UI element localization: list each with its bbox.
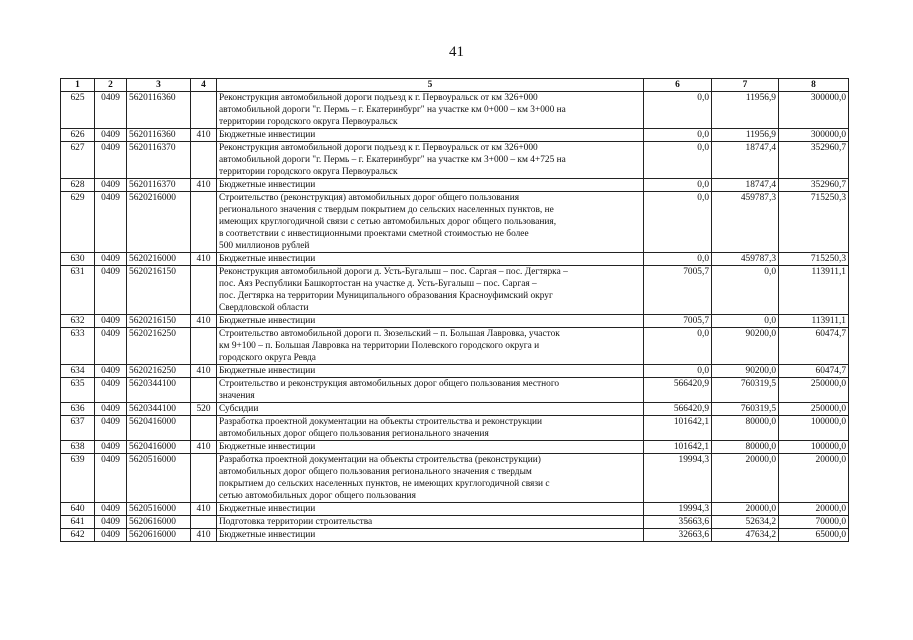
amount-col6-cell: 7005,7: [644, 315, 712, 328]
amount-col8-cell: 60474,7: [779, 328, 849, 365]
expense-type-cell: 410: [191, 503, 217, 516]
amount-col7-cell: 11956,9: [712, 92, 779, 129]
amount-col8-cell: 20000,0: [779, 503, 849, 516]
section-code-cell: 0409: [95, 142, 127, 179]
amount-col8-cell: 300000,0: [779, 92, 849, 129]
amount-col8-cell: 715250,3: [779, 192, 849, 253]
amount-col8-cell: 65000,0: [779, 529, 849, 542]
amount-col6-cell: 19994,3: [644, 503, 712, 516]
description-cell: [217, 315, 644, 328]
row-number-cell: 628: [61, 179, 95, 192]
target-code-cell: 5620616000: [127, 516, 191, 529]
amount-col8-cell: 100000,0: [779, 441, 849, 454]
description-cell: [217, 142, 644, 179]
description-line: покрытием до сельских населенных пунктов, не имеющих круглогодичной связи с: [219, 479, 550, 489]
table-body: [61, 92, 849, 542]
description-line: в соответствии с инвестиционными проектами сметной стоимостью не более: [219, 229, 529, 239]
row-number-cell: 639: [61, 454, 95, 503]
description-line: Бюджетные инвестиции: [219, 442, 316, 452]
target-code-cell: 5620116370: [127, 142, 191, 179]
amount-col7-cell: 18747,4: [712, 142, 779, 179]
description-line: Строительство (реконструкция) автомобильных дорог общего пользования: [219, 193, 520, 203]
amount-col8-cell: 352960,7: [779, 179, 849, 192]
row-number-cell: 626: [61, 129, 95, 142]
description-cell: [217, 129, 644, 142]
target-code-cell: 5620516000: [127, 454, 191, 503]
amount-col7-cell: 18747,4: [712, 179, 779, 192]
target-code-cell: 5620416000: [127, 441, 191, 454]
description-cell: [217, 266, 644, 315]
page-number: 41: [449, 44, 464, 60]
description-line: автомобильных дорог общего пользования регионального значения с твердым: [219, 467, 532, 477]
amount-col8-cell: 113911,1: [779, 315, 849, 328]
description-line: автомобильной дороги "г. Пермь – г. Екатеринбург" на участке км 3+000 – км 4+725 на: [219, 155, 566, 165]
description-line: Бюджетные инвестиции: [219, 366, 316, 376]
row-number-cell: 640: [61, 503, 95, 516]
amount-col6-cell: 566420,9: [644, 378, 712, 403]
amount-col7-cell: 90200,0: [712, 328, 779, 365]
amount-col6-cell: 32663,6: [644, 529, 712, 542]
description-line: Реконструкция автомобильной дороги подъезд к г. Первоуральск от км 326+000: [219, 143, 538, 153]
description-cell: [217, 454, 644, 503]
description-line: городского округа Ревда: [219, 353, 316, 363]
row-number-cell: 632: [61, 315, 95, 328]
row-number-cell: 641: [61, 516, 95, 529]
expense-type-cell: 410: [191, 253, 217, 266]
amount-col6-cell: 0,0: [644, 142, 712, 179]
description-line: территории городского округа Первоуральск: [219, 167, 398, 177]
amount-col7-cell: 20000,0: [712, 454, 779, 503]
header-cell: 6: [644, 79, 712, 92]
description-line: территории городского округа Первоуральск: [219, 117, 398, 127]
target-code-cell: 5620216000: [127, 192, 191, 253]
expense-type-cell: 410: [191, 441, 217, 454]
amount-col7-cell: 760319,5: [712, 403, 779, 416]
amount-col8-cell: 60474,7: [779, 365, 849, 378]
description-line: Бюджетные инвестиции: [219, 254, 316, 264]
section-code-cell: 0409: [95, 92, 127, 129]
description-line: Бюджетные инвестиции: [219, 130, 316, 140]
amount-col7-cell: 459787,3: [712, 253, 779, 266]
row-number-cell: 630: [61, 253, 95, 266]
table-row: [61, 266, 849, 315]
amount-col8-cell: 352960,7: [779, 142, 849, 179]
amount-col8-cell: 300000,0: [779, 129, 849, 142]
target-code-cell: 5620616000: [127, 529, 191, 542]
description-cell: [217, 92, 644, 129]
row-number-cell: 625: [61, 92, 95, 129]
row-number-cell: 634: [61, 365, 95, 378]
table-row: [61, 328, 849, 365]
target-code-cell: 5620344100: [127, 403, 191, 416]
amount-col8-cell: 70000,0: [779, 516, 849, 529]
amount-col8-cell: 113911,1: [779, 266, 849, 315]
amount-col6-cell: 7005,7: [644, 266, 712, 315]
section-code-cell: 0409: [95, 179, 127, 192]
table-row: [61, 315, 849, 328]
table-row: [61, 516, 849, 529]
description-line: Реконструкция автомобильной дороги подъезд к г. Первоуральск от км 326+000: [219, 93, 538, 103]
target-code-cell: 5620116360: [127, 129, 191, 142]
section-code-cell: 0409: [95, 454, 127, 503]
description-line: 500 миллионов рублей: [219, 241, 310, 251]
header-cell: 1: [61, 79, 95, 92]
row-number-cell: 638: [61, 441, 95, 454]
description-line: Подготовка территории строительства: [219, 517, 373, 527]
amount-col8-cell: 20000,0: [779, 454, 849, 503]
expense-type-cell: [191, 328, 217, 365]
description-line: значения: [219, 391, 255, 401]
description-line: км 9+100 – п. Большая Лавровка на территории Полевского городского округа и: [219, 341, 540, 351]
description-cell: [217, 192, 644, 253]
header-row: [61, 79, 849, 92]
amount-col6-cell: 0,0: [644, 192, 712, 253]
description-line: Разработка проектной документации на объекты строительства и реконструкции: [219, 417, 543, 427]
amount-col7-cell: 0,0: [712, 266, 779, 315]
expense-type-cell: [191, 266, 217, 315]
amount-col8-cell: 715250,3: [779, 253, 849, 266]
description-line: имеющих круглогодичной связи с сетью автомобильных дорог общего пользования,: [219, 217, 557, 227]
expense-type-cell: [191, 92, 217, 129]
expense-type-cell: [191, 378, 217, 403]
section-code-cell: 0409: [95, 365, 127, 378]
amount-col7-cell: 52634,2: [712, 516, 779, 529]
section-code-cell: 0409: [95, 503, 127, 516]
description-line: автомобильных дорог общего пользования регионального значения: [219, 429, 489, 439]
expense-type-cell: 410: [191, 129, 217, 142]
description-line: сетью автомобильных дорог общего пользования: [219, 491, 416, 501]
target-code-cell: 5620216150: [127, 266, 191, 315]
target-code-cell: 5620216150: [127, 315, 191, 328]
description-cell: [217, 529, 644, 542]
section-code-cell: 0409: [95, 378, 127, 403]
description-cell: [217, 365, 644, 378]
row-number-cell: 637: [61, 416, 95, 441]
amount-col6-cell: 101642,1: [644, 416, 712, 441]
amount-col8-cell: 100000,0: [779, 416, 849, 441]
amount-col7-cell: 47634,2: [712, 529, 779, 542]
row-number-cell: 636: [61, 403, 95, 416]
target-code-cell: 5620216250: [127, 365, 191, 378]
amount-col7-cell: 90200,0: [712, 365, 779, 378]
description-line: Разработка проектной документации на объекты строительства (реконструкции): [219, 455, 541, 465]
description-line: Бюджетные инвестиции: [219, 180, 316, 190]
description-line: Строительство автомобильной дороги п. Зюзельский – п. Большая Лавровка, участок: [219, 329, 560, 339]
row-number-cell: 627: [61, 142, 95, 179]
description-cell: [217, 403, 644, 416]
target-code-cell: 5620416000: [127, 416, 191, 441]
amount-col7-cell: 80000,0: [712, 416, 779, 441]
target-code-cell: 5620216250: [127, 328, 191, 365]
expense-type-cell: [191, 142, 217, 179]
description-cell: [217, 416, 644, 441]
expense-type-cell: 410: [191, 315, 217, 328]
amount-col6-cell: 0,0: [644, 253, 712, 266]
amount-col7-cell: 459787,3: [712, 192, 779, 253]
row-number-cell: 633: [61, 328, 95, 365]
target-code-cell: 5620116370: [127, 179, 191, 192]
table-row: [61, 441, 849, 454]
description-cell: [217, 503, 644, 516]
description-line: Свердловской области: [219, 303, 309, 313]
row-number-cell: 629: [61, 192, 95, 253]
table-row: [61, 129, 849, 142]
amount-col7-cell: 760319,5: [712, 378, 779, 403]
description-cell: [217, 328, 644, 365]
table-row: [61, 378, 849, 403]
expense-type-cell: [191, 416, 217, 441]
section-code-cell: 0409: [95, 516, 127, 529]
section-code-cell: 0409: [95, 529, 127, 542]
target-code-cell: 5620216000: [127, 253, 191, 266]
budget-table: [60, 78, 849, 542]
amount-col6-cell: 566420,9: [644, 403, 712, 416]
description-line: Реконструкция автомобильной дороги д. Усть-Бугалыш – пос. Саргая – пос. Дегтярка –: [219, 267, 568, 277]
table-row: [61, 529, 849, 542]
description-line: пос. Дегтярка на территории Муниципального образования Красноуфимский округ: [219, 291, 553, 301]
amount-col6-cell: 0,0: [644, 92, 712, 129]
expense-type-cell: 410: [191, 529, 217, 542]
table-row: [61, 416, 849, 441]
description-line: автомобильной дороги "г. Пермь – г. Екатеринбург" на участке км 0+000 – км 3+000 на: [219, 105, 566, 115]
description-line: Бюджетные инвестиции: [219, 530, 316, 540]
table-row: [61, 454, 849, 503]
expense-type-cell: 520: [191, 403, 217, 416]
header-cell: 8: [779, 79, 849, 92]
section-code-cell: 0409: [95, 416, 127, 441]
header-cell: 4: [191, 79, 217, 92]
target-code-cell: 5620116360: [127, 92, 191, 129]
table-row: [61, 253, 849, 266]
amount-col6-cell: 0,0: [644, 179, 712, 192]
section-code-cell: 0409: [95, 403, 127, 416]
row-number-cell: 631: [61, 266, 95, 315]
description-cell: [217, 441, 644, 454]
table-row: [61, 503, 849, 516]
amount-col6-cell: 101642,1: [644, 441, 712, 454]
row-number-cell: 635: [61, 378, 95, 403]
description-cell: [217, 253, 644, 266]
amount-col8-cell: 250000,0: [779, 378, 849, 403]
expense-type-cell: 410: [191, 179, 217, 192]
amount-col6-cell: 0,0: [644, 365, 712, 378]
amount-col6-cell: 35663,6: [644, 516, 712, 529]
description-line: Бюджетные инвестиции: [219, 504, 316, 514]
expense-type-cell: [191, 516, 217, 529]
description-line: Субсидии: [219, 404, 259, 414]
section-code-cell: 0409: [95, 315, 127, 328]
section-code-cell: 0409: [95, 192, 127, 253]
description-cell: [217, 516, 644, 529]
description-cell: [217, 378, 644, 403]
section-code-cell: 0409: [95, 441, 127, 454]
description-line: Бюджетные инвестиции: [219, 316, 316, 326]
amount-col6-cell: 19994,3: [644, 454, 712, 503]
amount-col6-cell: 0,0: [644, 129, 712, 142]
amount-col8-cell: 250000,0: [779, 403, 849, 416]
table-row: [61, 365, 849, 378]
table-row: [61, 92, 849, 129]
header-cell: 3: [127, 79, 191, 92]
amount-col7-cell: 0,0: [712, 315, 779, 328]
expense-type-cell: [191, 192, 217, 253]
header-cell: 7: [712, 79, 779, 92]
description-line: Строительство и реконструкция автомобильных дорог общего пользования местного: [219, 379, 560, 389]
table-row: [61, 179, 849, 192]
section-code-cell: 0409: [95, 266, 127, 315]
description-line: регионального значения с твердым покрытием до сельских населенных пунктов, не: [219, 205, 554, 215]
header-cell: 2: [95, 79, 127, 92]
table-row: [61, 142, 849, 179]
amount-col7-cell: 11956,9: [712, 129, 779, 142]
expense-type-cell: 410: [191, 365, 217, 378]
section-code-cell: 0409: [95, 129, 127, 142]
section-code-cell: 0409: [95, 253, 127, 266]
amount-col7-cell: 20000,0: [712, 503, 779, 516]
amount-col7-cell: 80000,0: [712, 441, 779, 454]
table-row: [61, 403, 849, 416]
target-code-cell: 5620344100: [127, 378, 191, 403]
section-code-cell: 0409: [95, 328, 127, 365]
table-row: [61, 192, 849, 253]
header-cell: 5: [217, 79, 644, 92]
expense-type-cell: [191, 454, 217, 503]
row-number-cell: 642: [61, 529, 95, 542]
description-cell: [217, 179, 644, 192]
target-code-cell: 5620516000: [127, 503, 191, 516]
amount-col6-cell: 0,0: [644, 328, 712, 365]
description-line: пос. Аяз Республики Башкортостан на участке д. Усть-Бугалыш – пос. Саргая –: [219, 279, 537, 289]
